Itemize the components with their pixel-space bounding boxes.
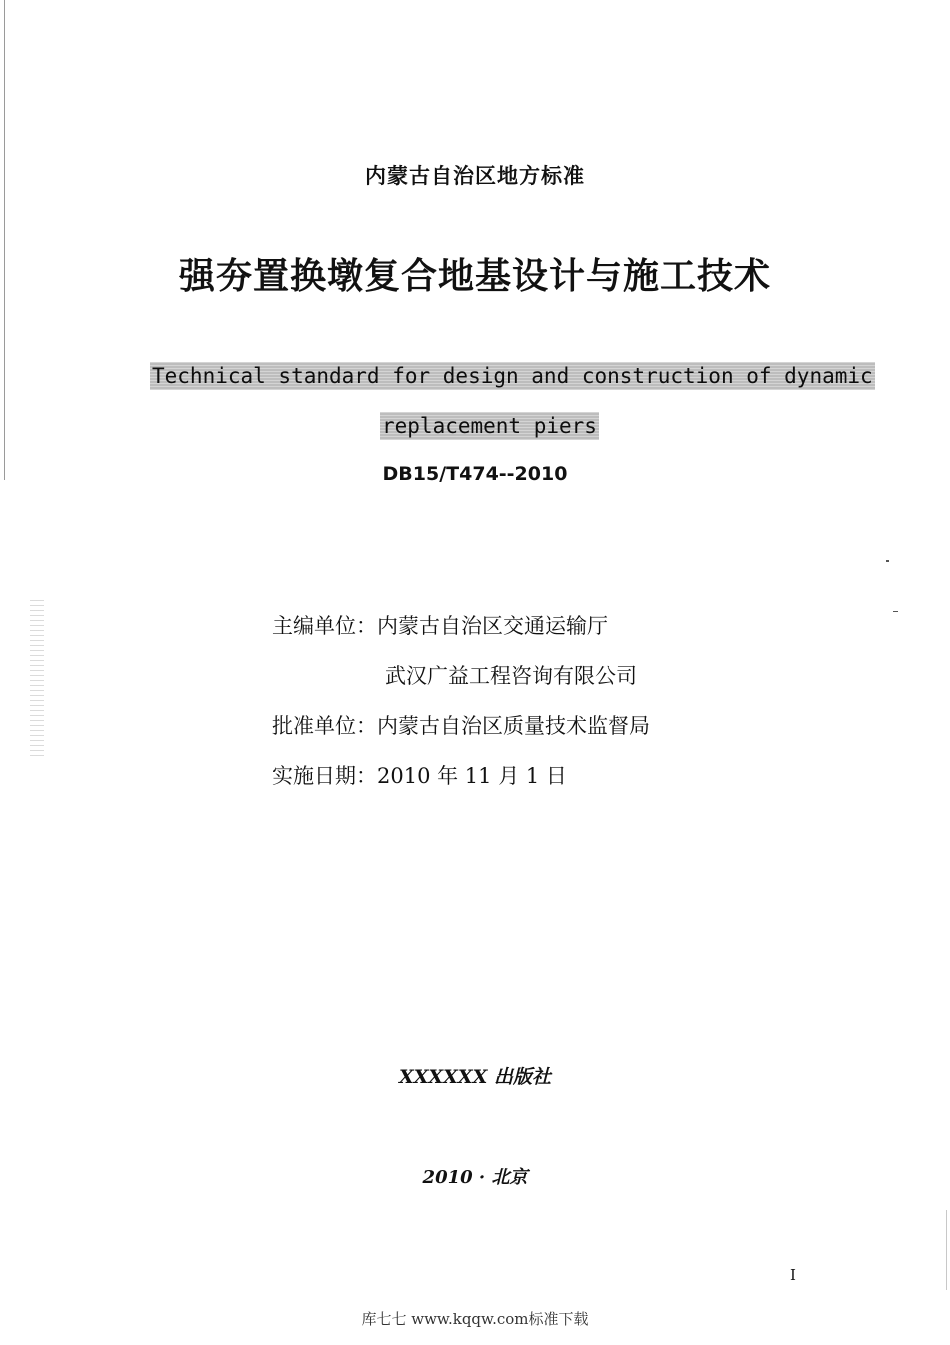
publisher: XXXXXX 出版社 (398, 1066, 552, 1088)
date-value: 2010 年 11 月 1 日 (377, 764, 567, 788)
issuing-authority: 内蒙古自治区地方标准 (365, 164, 585, 188)
date-row (272, 761, 567, 791)
document-title: 强夯置换墩复合地基设计与施工技术 (178, 256, 771, 297)
scan-edge-left (4, 0, 5, 480)
page-number: I (790, 1266, 796, 1284)
editor-label: 主编单位： (272, 614, 377, 638)
editor-row-2 (385, 661, 637, 691)
approver-label: 批准单位： (272, 714, 377, 738)
approver-value: 内蒙古自治区质量技术监督局 (377, 714, 650, 738)
english-title-line-2: replacement piers (382, 414, 597, 438)
editor-value-1: 内蒙古自治区交通运输厅 (377, 614, 608, 638)
editor-value-2: 武汉广益工程咨询有限公司 (385, 664, 637, 688)
approver-row (272, 711, 650, 741)
scan-speck (886, 560, 889, 562)
standard-code: DB15/T474--2010 (382, 463, 568, 485)
editor-row (272, 611, 608, 641)
scan-edge-right (946, 1210, 947, 1290)
english-title-line-1: Technical standard for design and construction of dynamic (152, 364, 873, 388)
publication-place-year: 2010 · 北京 (422, 1167, 528, 1188)
scan-noise (30, 600, 44, 760)
download-source-footer: 库七七 www.kqqw.com标准下载 (361, 1310, 589, 1328)
date-label: 实施日期： (272, 764, 377, 788)
scan-speck (893, 611, 898, 612)
